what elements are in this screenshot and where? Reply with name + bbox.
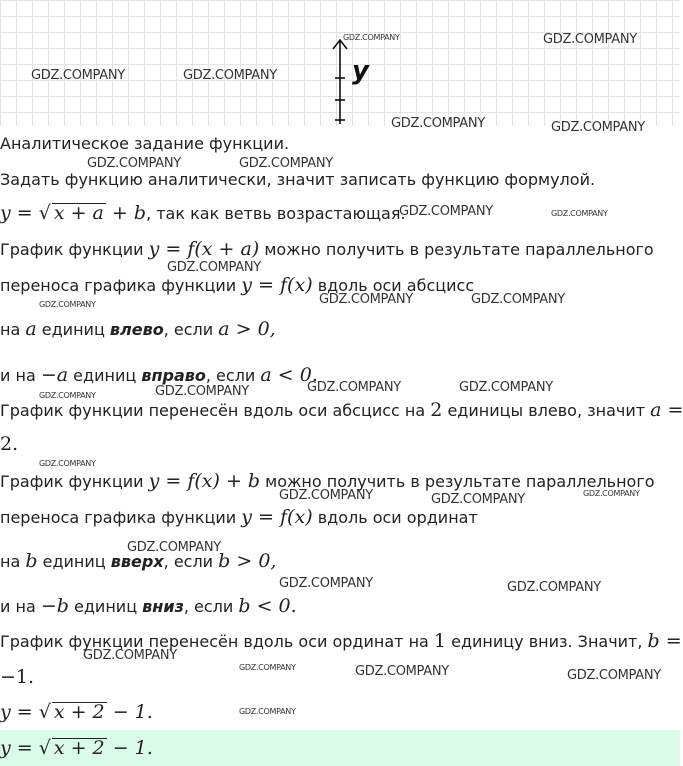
formula-general-right: + b [105, 202, 147, 224]
shift-y-result-number: 1 [433, 630, 447, 652]
shift-y-text-3: переноса графика функции [0, 508, 242, 527]
left-text-1: на [0, 320, 26, 339]
watermark: GDZ.COMPANY [39, 300, 96, 309]
watermark: GDZ.COMPANY [471, 292, 565, 307]
shift-y-result-equation: b = [647, 630, 682, 652]
down-text-1: и на [0, 597, 41, 616]
definition-line: Задать функцию аналитически, значит записать функцию формулой. [0, 170, 596, 189]
watermark: GDZ.COMPANY [543, 32, 637, 47]
answer-left: y = [0, 737, 39, 759]
formula-general-line: y = √ x + a + b, так как ветвь возрастающая. [0, 202, 406, 224]
left-condition: a > 0, [218, 318, 276, 340]
watermark: GDZ.COMPANY [343, 33, 400, 42]
answer-formula-line: y = √ x + 2 − 1. [0, 737, 153, 759]
shift-x-formula: y = f(x + a) [148, 238, 260, 260]
left-a: a [25, 318, 37, 340]
left-shift-line [0, 319, 276, 340]
watermark: GDZ.COMPANY [567, 668, 661, 683]
watermark: GDZ.COMPANY [239, 156, 333, 171]
watermark: GDZ.COMPANY [31, 68, 125, 83]
watermark: GDZ.COMPANY [307, 380, 401, 395]
shift-x-result-equation: a = [650, 399, 683, 421]
shift-x-result-number: 2 [430, 399, 443, 421]
watermark: GDZ.COMPANY [391, 116, 485, 131]
watermark: GDZ.COMPANY [551, 120, 645, 135]
watermark: GDZ.COMPANY [155, 384, 249, 399]
formula-general-note: , так как ветвь возрастающая. [146, 204, 406, 223]
down-condition: b < 0. [238, 595, 297, 617]
watermark: GDZ.COMPANY [83, 648, 177, 663]
watermark: GDZ.COMPANY [399, 204, 493, 219]
shift-y-line-2 [0, 507, 478, 528]
shift-y-result-value: −1. [0, 666, 35, 688]
watermark: GDZ.COMPANY [127, 540, 221, 555]
shift-x-text-2: можно получить в результате параллельного [259, 240, 654, 259]
shift-x-result-tail: единицы влево, значит [442, 401, 651, 420]
right-text-1: и на [0, 366, 41, 385]
up-direction: вверх [110, 552, 164, 571]
watermark: GDZ.COMPANY [39, 391, 96, 400]
watermark: GDZ.COMPANY [239, 707, 296, 716]
up-text-2: единиц [37, 552, 111, 571]
shift-y-formula: y = f(x) + b [148, 470, 261, 492]
watermark: GDZ.COMPANY [279, 576, 373, 591]
left-direction: влево [109, 320, 164, 339]
shift-x-text-4: вдоль оси абсцисс [312, 276, 475, 295]
watermark: GDZ.COMPANY [39, 459, 96, 468]
heading: Аналитическое задание функции. [0, 134, 290, 153]
right-a: −a [40, 364, 69, 386]
down-shift-line [0, 596, 297, 617]
watermark: GDZ.COMPANY [319, 292, 413, 307]
left-text-3: , если [163, 320, 219, 339]
watermark: GDZ.COMPANY [507, 580, 601, 595]
shift-y-result-tail: единицу вниз. Значит, [446, 632, 648, 651]
shift-x-result-text: График функции перенесён вдоль оси абсцисс на [0, 401, 431, 420]
formula-general-left: y = [0, 202, 39, 224]
watermark: GDZ.COMPANY [459, 380, 553, 395]
y-axis [330, 38, 350, 126]
answer-root: x + 2 [53, 737, 105, 759]
right-condition: a < 0. [260, 364, 318, 386]
shift-y-formula-2: y = f(x) [241, 506, 313, 528]
right-direction: вправо [141, 366, 206, 385]
shift-y-result-value-line [0, 667, 34, 688]
watermark: GDZ.COMPANY [431, 492, 525, 507]
down-b: −b [40, 595, 69, 617]
watermark: GDZ.COMPANY [183, 68, 277, 83]
shift-x-text-3: переноса графика функции [0, 276, 242, 295]
shift-x-formula-2: y = f(x) [241, 274, 313, 296]
shift-x-line-1 [0, 239, 654, 260]
shift-x-text-1: График функции [0, 240, 149, 259]
left-text-2: единиц [36, 320, 110, 339]
shift-x-result-line [0, 400, 683, 421]
final-formula-line: y = √ x + 2 − 1. [0, 701, 153, 723]
watermark: GDZ.COMPANY [167, 260, 261, 275]
right-shift-line [0, 365, 318, 386]
down-text-2: единиц [68, 597, 143, 616]
answer-right: − 1. [106, 737, 153, 759]
watermark: GDZ.COMPANY [279, 488, 373, 503]
formula-general-root: x + a [53, 202, 104, 224]
up-b: b [25, 550, 38, 572]
final-left: y = [0, 701, 39, 723]
watermark: GDZ.COMPANY [239, 663, 296, 672]
watermark: GDZ.COMPANY [551, 209, 608, 218]
shift-y-text-2: можно получить в результате параллельного [260, 472, 655, 491]
down-text-3: , если [183, 597, 239, 616]
watermark: GDZ.COMPANY [355, 664, 449, 679]
shift-y-text-1: График функции [0, 472, 149, 491]
up-text-3: , если [163, 552, 219, 571]
final-right: − 1. [106, 701, 153, 723]
shift-x-result-value: 2. [0, 433, 19, 455]
watermark: GDZ.COMPANY [87, 156, 181, 171]
up-text-1: на [0, 552, 26, 571]
down-direction: вниз [142, 597, 184, 616]
final-root: x + 2 [53, 701, 105, 723]
watermark: GDZ.COMPANY [583, 489, 640, 498]
right-text-2: единиц [68, 366, 142, 385]
shift-y-text-4: вдоль оси ординат [312, 508, 478, 527]
up-condition: b > 0, [218, 550, 277, 572]
shift-y-result-text: График функции перенесён вдоль оси ординат на [0, 632, 434, 651]
right-text-3: , если [205, 366, 261, 385]
shift-x-result-value-line [0, 434, 18, 455]
y-axis-label: y [352, 56, 369, 86]
